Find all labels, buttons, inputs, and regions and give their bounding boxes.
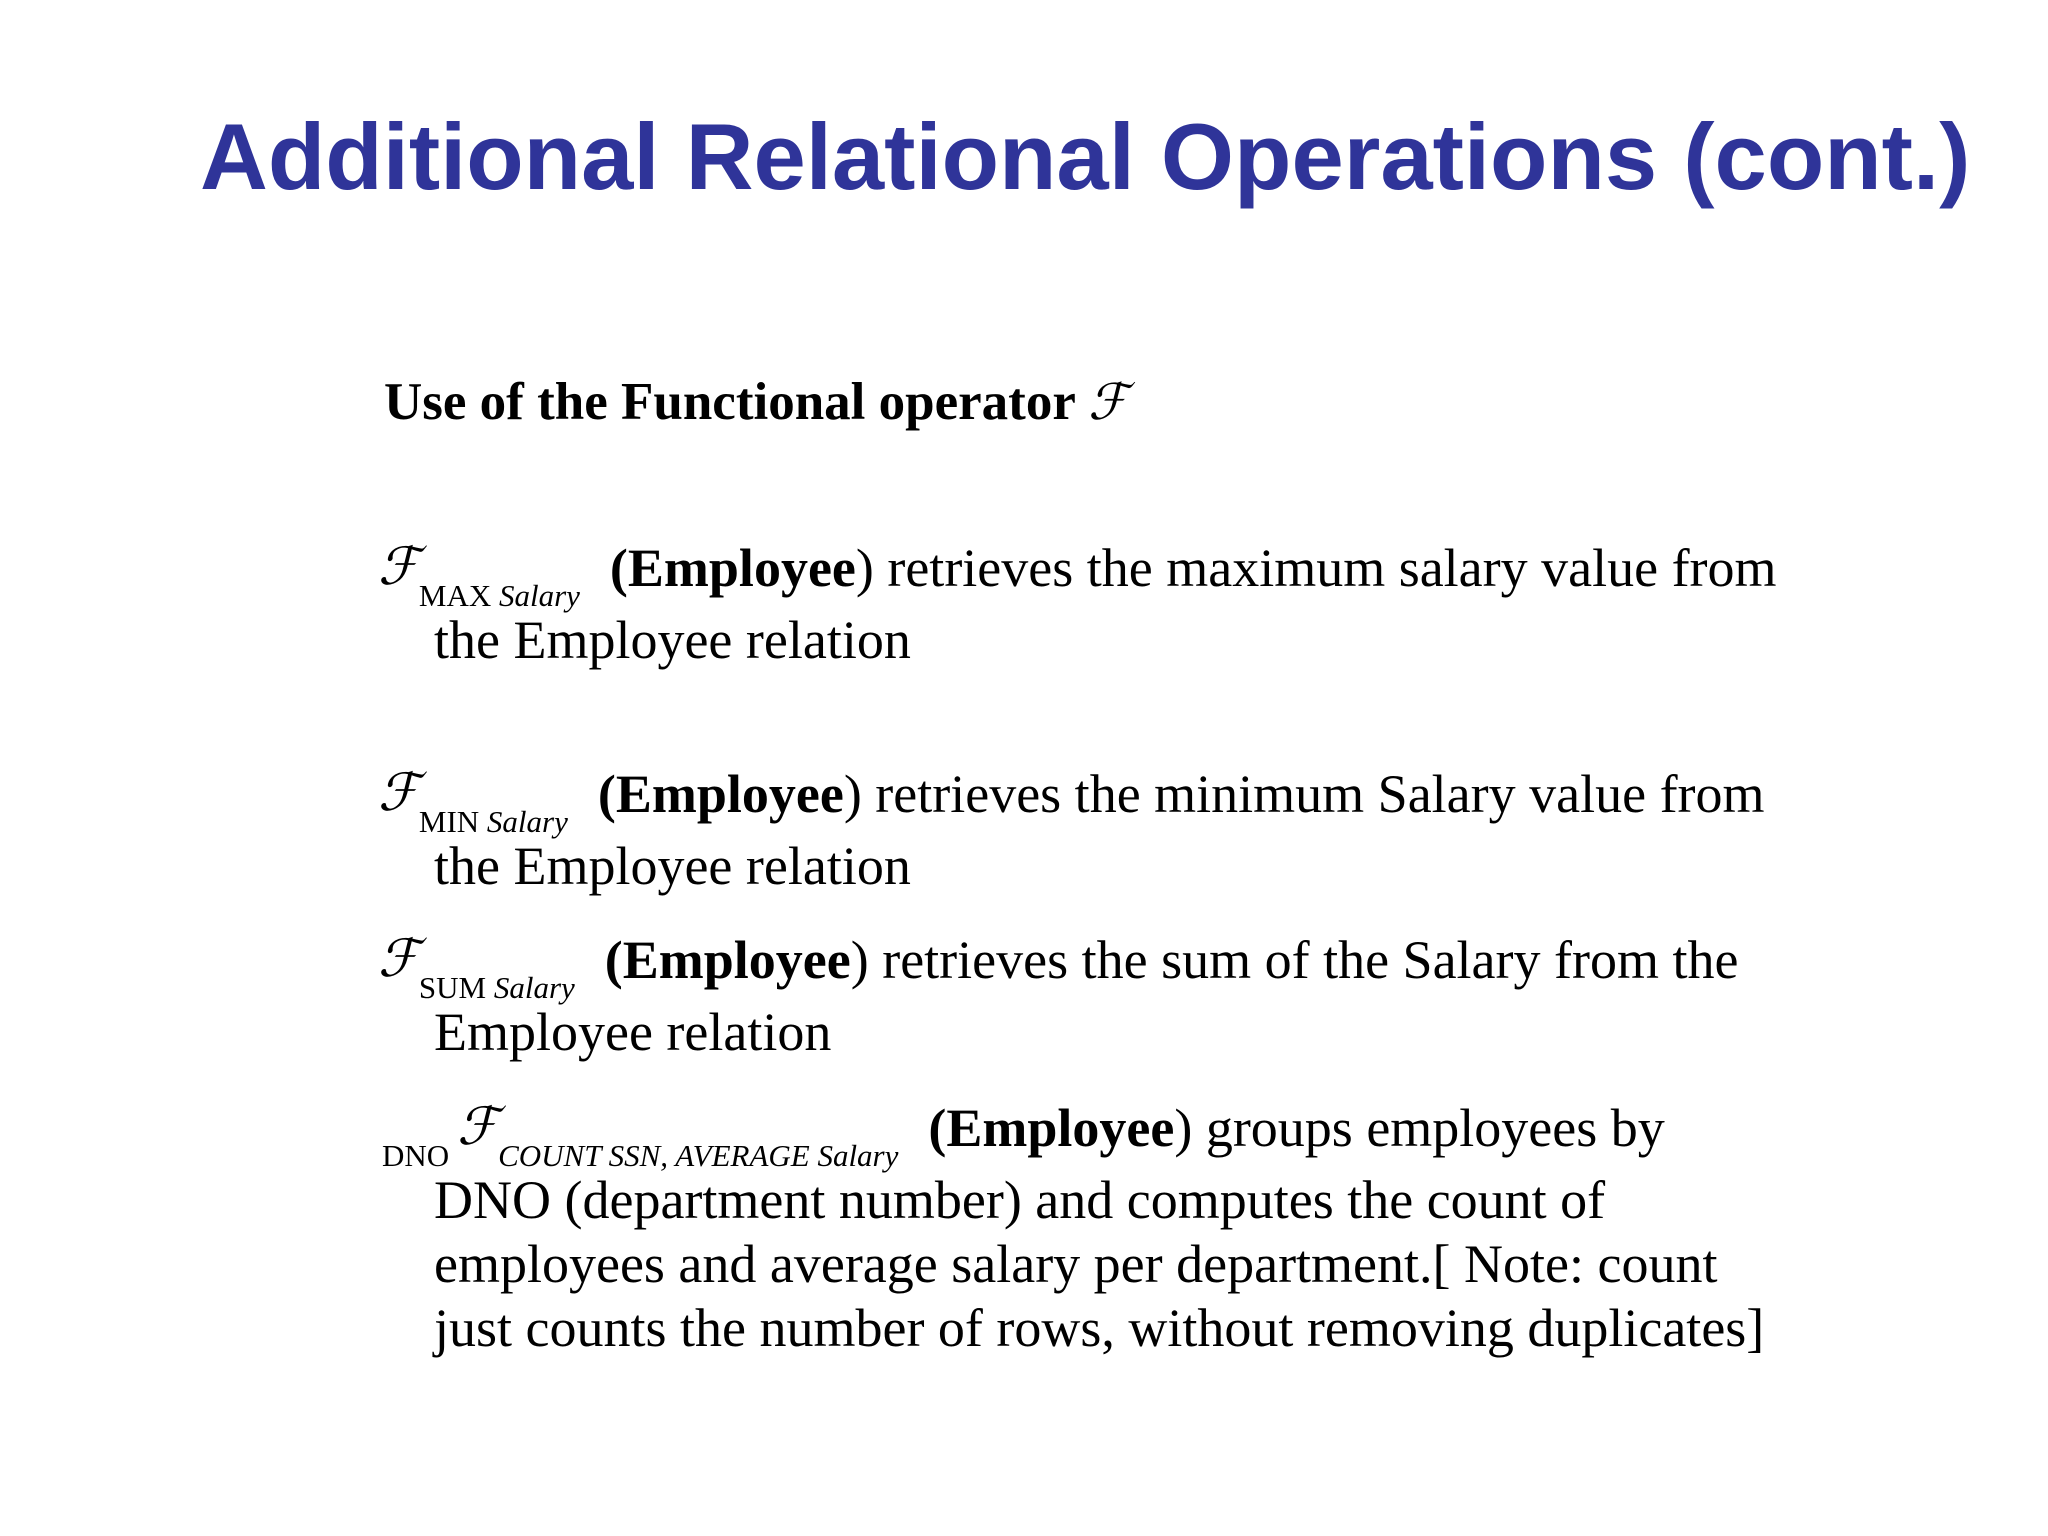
functional-operator-symbol: ℱ bbox=[378, 763, 419, 823]
aggregate-function: MAX bbox=[418, 578, 499, 613]
functional-operator-symbol: ℱ bbox=[378, 929, 419, 989]
argument-close: ) bbox=[843, 764, 862, 824]
description-continuation bbox=[378, 608, 1918, 672]
relation-argument: (Employee bbox=[597, 764, 844, 824]
operation-expression bbox=[378, 762, 1918, 839]
aggregate-function: SUM bbox=[418, 970, 494, 1005]
aggregate-attribute: Salary bbox=[493, 970, 575, 1005]
operation-expression bbox=[378, 536, 1918, 613]
relation-argument: (Employee bbox=[604, 930, 851, 990]
functional-operator-symbol: ℱ bbox=[378, 537, 419, 597]
operator-subscript bbox=[419, 578, 580, 613]
functional-operator-heading bbox=[384, 370, 1127, 434]
operation-description: groups employees by bbox=[1192, 1098, 1665, 1158]
operation-expression bbox=[382, 1096, 1922, 1173]
aggregate-function: MIN bbox=[418, 804, 487, 839]
description-continuation bbox=[378, 834, 1918, 898]
aggregate-attribute: COUNT SSN, AVERAGE Salary bbox=[498, 1138, 899, 1173]
operator-subscript bbox=[498, 1138, 898, 1173]
aggregate-attribute: Salary bbox=[498, 578, 580, 613]
argument-close: ) bbox=[1174, 1098, 1193, 1158]
description-line: the Employee relation bbox=[434, 610, 911, 670]
relation-argument: (Employee bbox=[609, 538, 856, 598]
description-continuation bbox=[382, 1168, 1922, 1360]
argument-close: ) bbox=[855, 538, 874, 598]
heading-text: Use of the Functional operator bbox=[384, 373, 1089, 431]
functional-operator-symbol: ℱ bbox=[457, 1097, 499, 1157]
description-continuation bbox=[378, 1000, 1918, 1064]
operator-subscript bbox=[419, 970, 575, 1005]
operation-item-max bbox=[378, 536, 1918, 672]
description-line: DNO (department number) and computes the count of bbox=[434, 1170, 1606, 1230]
operation-item-min bbox=[378, 762, 1918, 898]
operation-description: retrieves the sum of the Salary from the bbox=[868, 930, 1739, 990]
operation-item-group bbox=[382, 1096, 1922, 1360]
grouping-attribute: DNO bbox=[382, 1138, 450, 1173]
operation-expression bbox=[378, 928, 1918, 1005]
slide-title: Additional Relational Operations (cont.) bbox=[200, 104, 1971, 209]
operation-item-sum bbox=[378, 928, 1918, 1064]
description-line: just counts the number of rows, without removing duplicates] bbox=[434, 1298, 1765, 1358]
operator-subscript bbox=[419, 804, 568, 839]
description-line: employees and average salary per department.[ Note: count bbox=[434, 1234, 1718, 1294]
aggregate-attribute: Salary bbox=[486, 804, 568, 839]
description-line: Employee relation bbox=[434, 1002, 832, 1062]
description-line: the Employee relation bbox=[434, 836, 911, 896]
operation-description: retrieves the maximum salary value from bbox=[873, 538, 1777, 598]
relation-argument: (Employee bbox=[928, 1098, 1175, 1158]
functional-operator-symbol: ℱ bbox=[1088, 373, 1128, 431]
operation-description: retrieves the minimum Salary value from bbox=[861, 764, 1765, 824]
argument-close: ) bbox=[850, 930, 869, 990]
